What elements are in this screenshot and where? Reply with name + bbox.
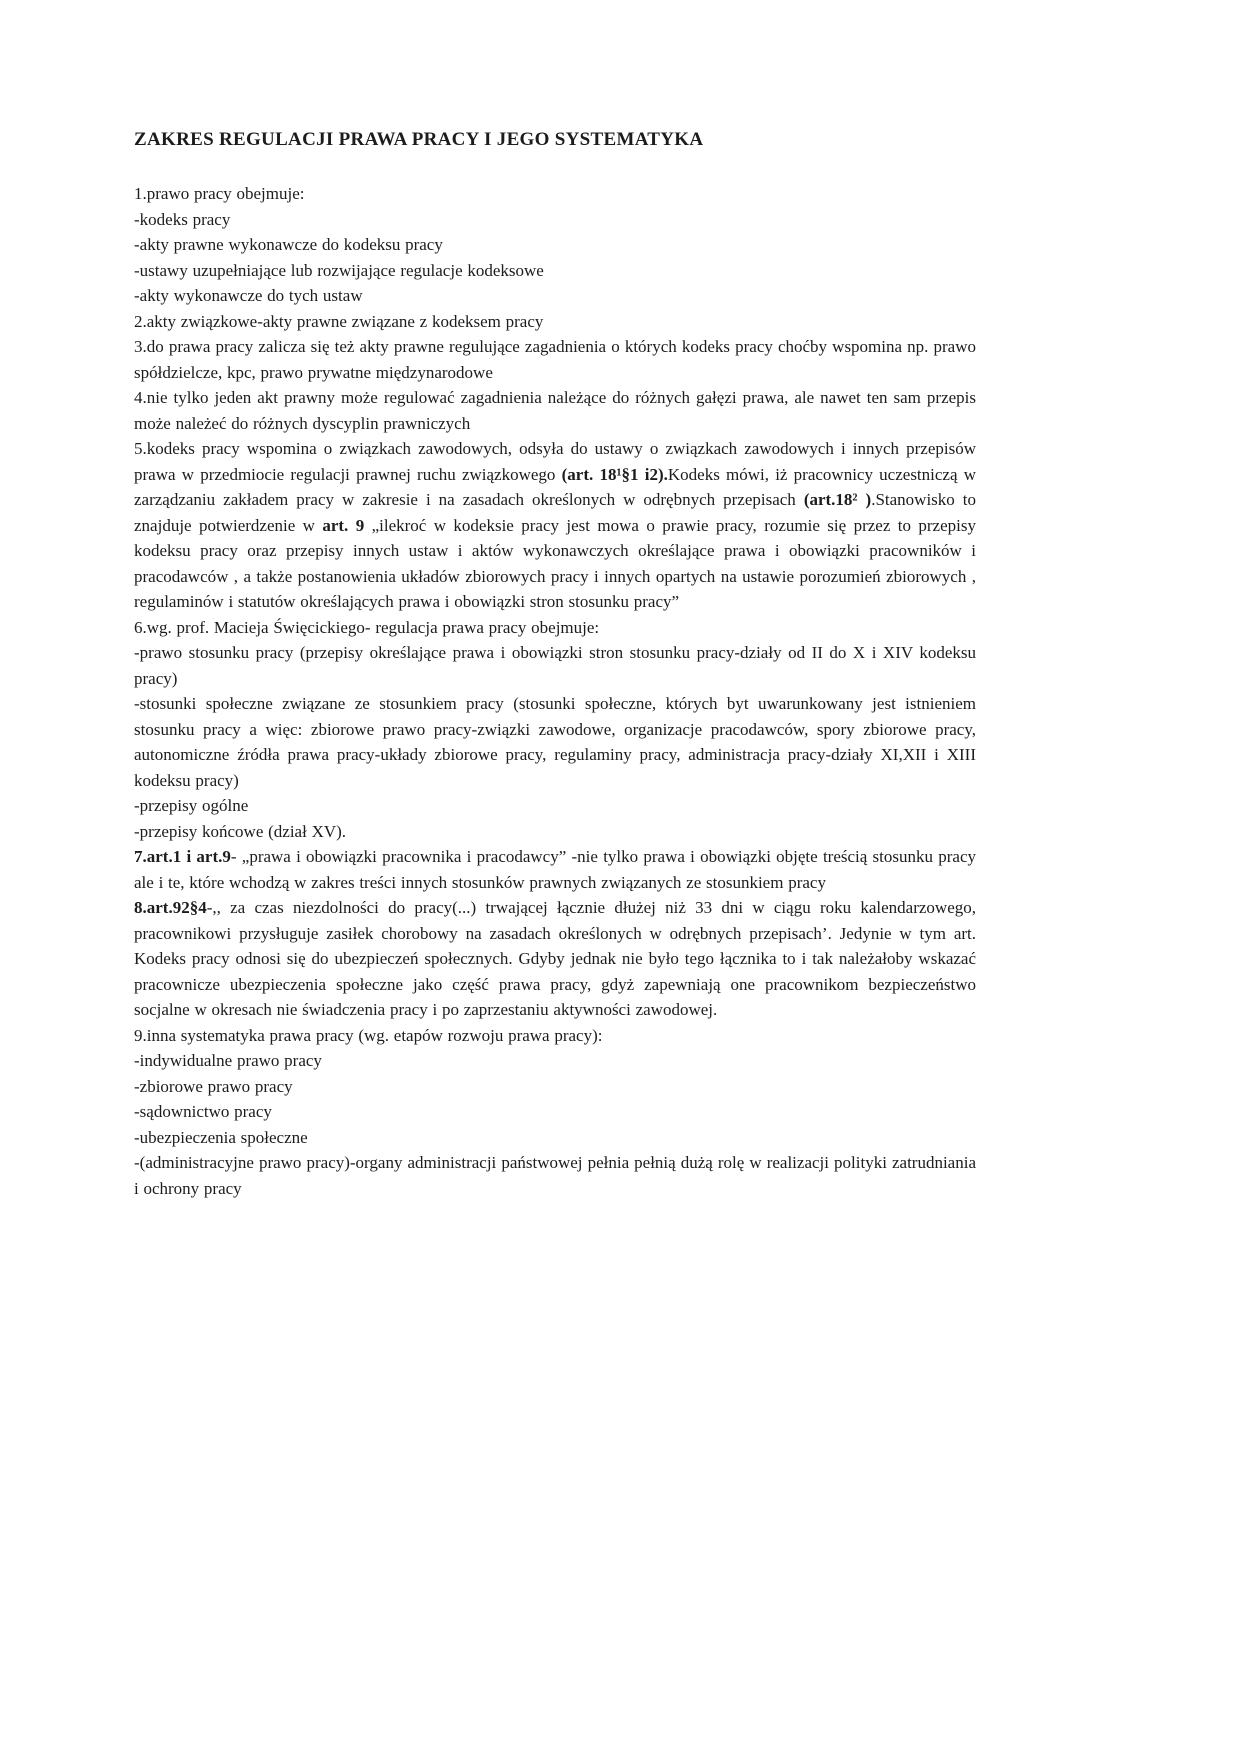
paragraph (134, 615, 976, 641)
document-title: ZAKRES REGULACJI PRAWA PRACY I JEGO SYSTEMATYKA (134, 129, 704, 150)
bold-text-segment: (art. 18¹§1 i2). (561, 464, 668, 484)
paragraph (134, 1125, 976, 1151)
text-segment: 9.inna systematyka prawa pracy (wg. etapów rozwoju prawa pracy): (134, 1025, 603, 1045)
text-segment: .Stanowisko to znajduje potwierdzenie w (134, 490, 976, 535)
text-segment: -prawo stosunku pracy (przepisy określające prawa i obowiązki stron stosunku pracy-działy od II do X i XIV kodeksu pracy) (134, 643, 976, 688)
paragraph (134, 385, 976, 436)
text-segment: -przepisy ogólne (134, 796, 249, 815)
text-segment: -sądownictwo pracy (134, 1102, 272, 1121)
text-segment: - „prawa i obowiązki pracownika i pracodawcy” -nie tylko prawa i obowiązki objęte treścią stosunku pracy ale i te, które wchodzą w zakres treści innych stosunków prawnych związanych ze stosunkiem pracy (134, 847, 976, 892)
text-segment: 2.akty związkowe-akty prawne związane z kodeksem pracy (134, 311, 544, 331)
text-segment: „ilekroć w kodeksie pracy jest mowa o prawie pracy, rozumie się przez to przepisy kodeksu pracy oraz przepisy innych ustaw i aktów wykonawczych określające prawa i obowiązki pracowników i pracodawców , a także postanowienia układów zbiorowych pracy i innych opartych na ustawie porozumień zbiorowych , regulaminów i statutów określających prawa i obowiązki stron stosunku pracy” (134, 515, 976, 611)
text-segment: -ubezpieczenia społeczne (134, 1127, 308, 1147)
text-segment: Kodeks mówi, iż pracownicy uczestniczą w zarządzaniu zakładem pracy w zakresie i na zasadach określonych w odrębnych przepisach (134, 464, 976, 509)
paragraph (134, 232, 976, 258)
paragraph (134, 334, 976, 385)
paragraph (134, 1023, 976, 1049)
paragraph (134, 207, 976, 233)
paragraph (134, 691, 976, 793)
paragraph (134, 1150, 976, 1201)
paragraph (134, 309, 976, 335)
text-segment: 6.wg. prof. Macieja Święcickiego- regulacja prawa pracy obejmuje: (134, 617, 600, 637)
bold-text-segment: 8.art.92§4 (134, 898, 207, 917)
text-segment: -zbiorowe prawo pracy (134, 1076, 293, 1096)
paragraph (134, 181, 976, 207)
paragraph (134, 1099, 976, 1125)
paragraph (134, 1074, 976, 1100)
text-segment: -ustawy uzupełniające lub rozwijające regulacje kodeksowe (134, 260, 544, 280)
paragraph (134, 1048, 976, 1074)
bold-text-segment: (art.18² ) (803, 490, 872, 509)
paragraph (134, 793, 976, 819)
text-segment: 4.nie tylko jeden akt prawny może regulować zagadnienia należące do różnych gałęzi prawa, ale nawet ten sam przepis może należeć do różnych dyscyplin prawniczych (134, 388, 976, 433)
paragraph (134, 844, 976, 895)
text-segment: -akty prawne wykonawcze do kodeksu pracy (134, 235, 443, 254)
paragraph (134, 283, 976, 309)
text-segment: 3.do prawa pracy zalicza się też akty prawne regulujące zagadnienia o których kodeks pracy choćby wspomina np. prawo spółdzielcze, kpc, prawo prywatne międzynarodowe (134, 337, 976, 382)
text-segment: -kodeks pracy (134, 209, 231, 229)
text-segment: -(administracyjne prawo pracy)-organy administracji państwowej pełnia pełnią dużą rolę w realizacji polityki zatrudniania i ochrony pracy (134, 1153, 976, 1198)
text-segment: -indywidualne prawo pracy (134, 1051, 322, 1070)
text-segment: -przepisy końcowe (dział XV). (134, 821, 347, 841)
bold-text-segment: art. 9 (322, 515, 365, 535)
paragraph (134, 258, 976, 284)
paragraph (134, 819, 976, 845)
text-segment: -,, za czas niezdolności do pracy(...) trwającej łącznie dłużej niż 33 dni w ciągu roku kalendarzowego, pracownikowi przysługuje zasiłek chorobowy na zasadach określonych w odrębnych przepisach’. Jedynie w tym art. Kodeks pracy odnosi się do ubezpieczeń społecznych. Gdyby jednak nie było tego łącznika to i tak należałoby wskazać pracownicze ubezpieczenia społeczne jako część prawa pracy, gdyż zapewniają one pracownikom bezpieczeństwo socjalne w okresach nie świadczenia pracy i po zaprzestaniu aktywności zawodowej. (134, 898, 976, 1019)
bold-text-segment: 7.art.1 i art.9 (134, 847, 231, 866)
document-body (134, 181, 976, 1201)
document-content (134, 128, 976, 1201)
text-segment: 1.prawo pracy obejmuje: (134, 184, 305, 203)
paragraph (134, 436, 976, 615)
text-segment: -stosunki społeczne związane ze stosunkiem pracy (stosunki społeczne, których byt uwarunkowany jest istnieniem stosunku pracy a więc: zbiorowe prawo pracy-związki zawodowe, organizacje pracodawców, spory zbiorowe pracy, autonomiczne źródła prawa pracy-układy zbiorowe pracy, regulaminy pracy, administracja pracy-działy XI,XII i XIII kodeksu pracy) (134, 694, 976, 790)
text-segment: 5.kodeks pracy wspomina o związkach zawodowych, odsyła do ustawy o związkach zawodowych i innych przepisów prawa w przedmiocie regulacji prawnej ruchu związkowego (134, 439, 976, 484)
paragraph (134, 895, 976, 1023)
paragraph (134, 640, 976, 691)
text-segment: -akty wykonawcze do tych ustaw (134, 286, 363, 305)
